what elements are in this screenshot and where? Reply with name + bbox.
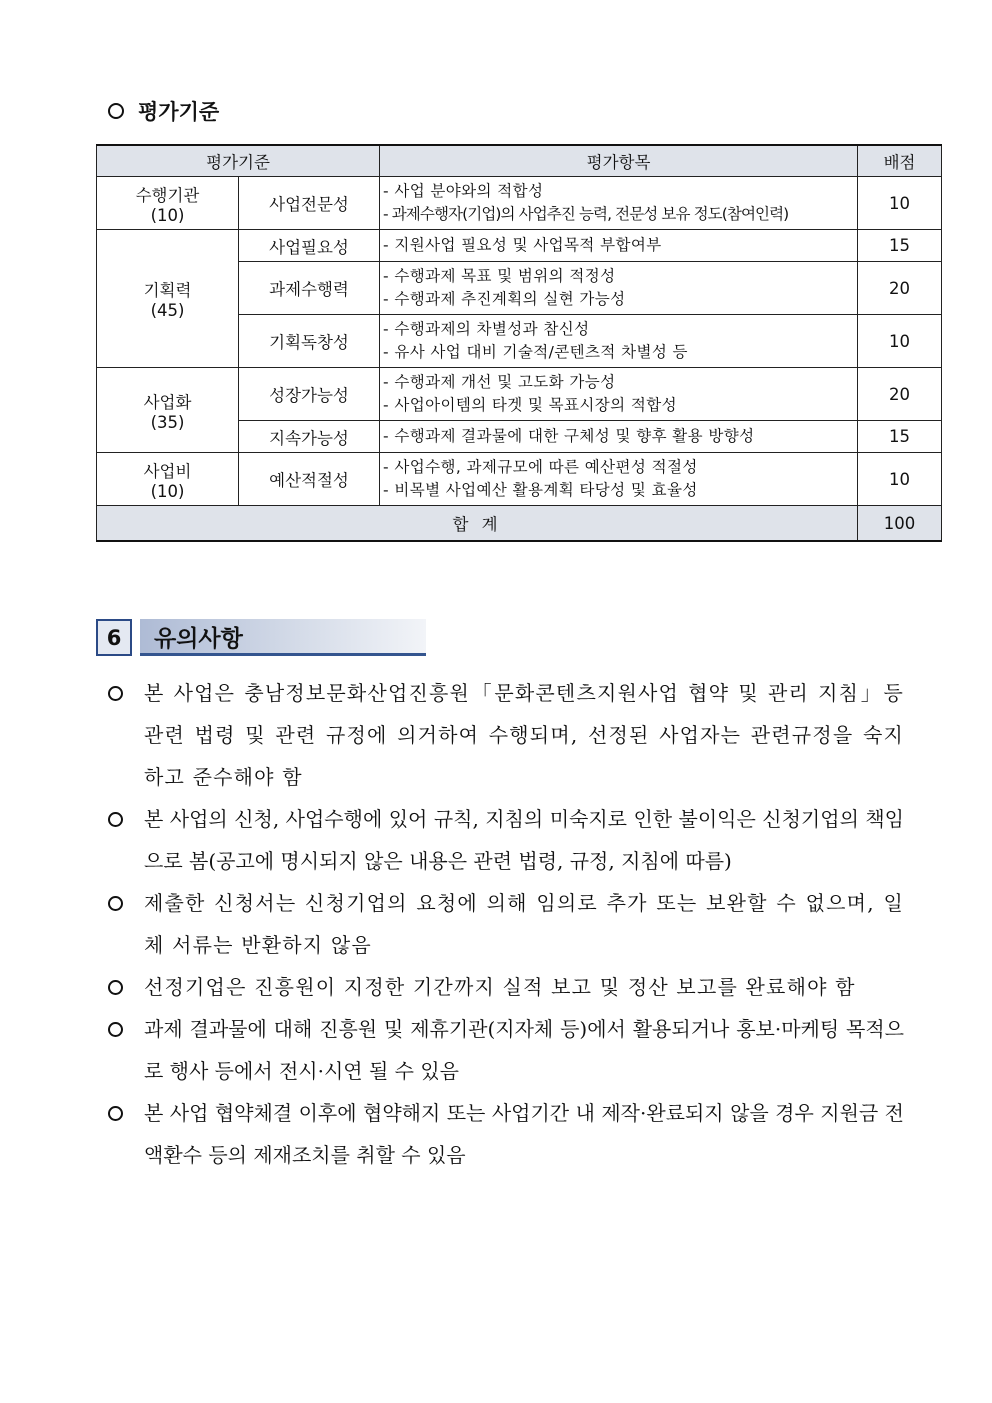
circle-bullet-icon (108, 882, 144, 911)
section-title-evaluation (108, 96, 219, 126)
group-score: (10) (150, 205, 185, 225)
item-line: - 사업아이템의 타겟 및 목표시장의 적합성 (383, 396, 677, 414)
group-label (97, 230, 239, 368)
points-cell: 15 (858, 230, 942, 262)
table-row (97, 177, 942, 230)
table-row (97, 230, 942, 262)
note-text: 본 사업은 충남정보문화산업진흥원「문화콘텐츠지원사업 협약 및 관리 지침」등 관련 법령 및 관련 규정에 의거하여 수행되며, 선정된 사업자는 관련규정을 숙지하고 준수해야 함 (144, 681, 904, 789)
note-text: 본 사업의 신청, 사업수행에 있어 규칙, 지침의 미숙지로 인한 불이익은 신청기업의 책임으로 봄(공고에 명시되지 않은 내용은 관련 법령, 규정, 지침에 따름) (144, 807, 904, 873)
item-line: - 수행과제 추진계획의 실현 가능성 (383, 290, 626, 308)
item-line: - 수행과제 결과물에 대한 구체성 및 향후 활용 방향성 (383, 427, 755, 445)
group-score: (45) (150, 301, 185, 320)
note-text: 선정기업은 진흥원이 지정한 기간까지 실적 보고 및 정산 보고를 완료해야 함 (144, 975, 856, 999)
group-name: 기획력 (143, 281, 192, 300)
note-text: 본 사업 협약체결 이후에 협약해지 또는 사업기간 내 제작·완료되지 않을 경우 지원금 전액환수 등의 제재조치를 취할 수 있음 (144, 1101, 904, 1167)
item-line: - 사업 분야와의 적합성 (383, 182, 544, 200)
list-item (108, 798, 904, 882)
group-score: (35) (150, 412, 185, 432)
criterion-cell: 예산적절성 (239, 453, 380, 506)
group-name: 수행기관 (135, 185, 200, 205)
criterion-cell: 기획독창성 (239, 315, 380, 368)
list-item (108, 966, 904, 1008)
group-label (97, 177, 239, 230)
group-score: (10) (150, 481, 185, 501)
group-label (97, 368, 239, 453)
table-header-row (97, 145, 942, 177)
items-cell (380, 453, 858, 506)
item-line: - 비목별 사업예산 활용계획 타당성 및 효율성 (383, 481, 698, 499)
total-points: 100 (858, 506, 942, 542)
circle-bullet-icon (108, 798, 144, 827)
group-label (97, 453, 239, 506)
items-cell (380, 177, 858, 230)
group-name: 사업비 (143, 461, 192, 481)
item-line: - 사업수행, 과제규모에 따른 예산편성 적절성 (383, 458, 698, 476)
circle-bullet-icon (108, 1092, 144, 1121)
note-text: 제출한 신청서는 신청기업의 요청에 의해 임의로 추가 또는 보완할 수 없으며, 일체 서류는 반환하지 않음 (144, 891, 904, 957)
item-line: - 유사 사업 대비 기술적/콘텐츠적 차별성 등 (383, 343, 688, 361)
points-cell: 15 (858, 421, 942, 453)
points-cell: 10 (858, 315, 942, 368)
criterion-cell: 사업필요성 (239, 230, 380, 262)
item-line: - 수행과제 목표 및 범위의 적정성 (383, 267, 616, 285)
list-item (108, 1092, 904, 1176)
points-cell: 20 (858, 368, 942, 421)
section-number: 6 (96, 619, 132, 656)
list-item (108, 1008, 904, 1092)
list-item (108, 882, 904, 966)
notes-list (108, 672, 904, 1176)
items-cell (380, 230, 858, 262)
points-cell: 20 (858, 262, 942, 315)
points-cell: 10 (858, 177, 942, 230)
criterion-cell: 과제수행력 (239, 262, 380, 315)
table-row (97, 453, 942, 506)
table-row (97, 368, 942, 421)
item-line: - 과제수행자(기업)의 사업추진 능력, 전문성 보유 정도(참여인력) (383, 205, 789, 223)
circle-bullet-icon (108, 103, 124, 119)
item-line: - 수행과제 개선 및 고도화 가능성 (383, 373, 616, 391)
criterion-cell: 사업전문성 (239, 177, 380, 230)
total-label: 합 계 (97, 506, 858, 542)
evaluation-table (96, 144, 942, 542)
items-cell (380, 368, 858, 421)
note-text: 과제 결과물에 대해 진흥원 및 제휴기관(지자체 등)에서 활용되거나 홍보·마케팅 목적으로 행사 등에서 전시·시연 될 수 있음 (144, 1017, 904, 1083)
criterion-cell: 성장가능성 (239, 368, 380, 421)
criterion-cell: 지속가능성 (239, 421, 380, 453)
group-name: 사업화 (143, 392, 192, 412)
section-6-title: 유의사항 (140, 619, 426, 656)
circle-bullet-icon (108, 1008, 144, 1037)
item-line: - 수행과제의 차별성과 참신성 (383, 320, 590, 338)
list-item (108, 672, 904, 798)
header-points: 배점 (858, 145, 942, 177)
items-cell (380, 315, 858, 368)
section-6-header (96, 619, 426, 658)
table-total-row (97, 506, 942, 542)
points-cell: 10 (858, 453, 942, 506)
item-line: - 지원사업 필요성 및 사업목적 부합여부 (383, 236, 662, 254)
circle-bullet-icon (108, 672, 144, 701)
circle-bullet-icon (108, 966, 144, 995)
section-title-text: 평가기준 (138, 100, 220, 124)
items-cell (380, 262, 858, 315)
header-criteria: 평가기준 (97, 145, 380, 177)
items-cell (380, 421, 858, 453)
header-items: 평가항목 (380, 145, 858, 177)
